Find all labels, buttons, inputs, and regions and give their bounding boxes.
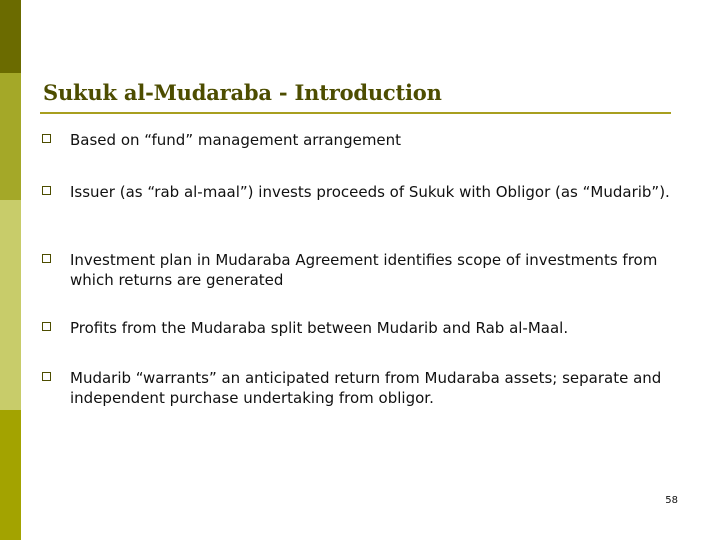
side-bar-segment: [0, 73, 21, 200]
side-bar-segment: [0, 200, 21, 410]
decorative-side-bar: [0, 0, 21, 540]
bullet-text: Based on “fund” management arrangement: [70, 131, 402, 149]
side-bar-segment: [0, 0, 21, 73]
square-bullet-icon: [42, 254, 51, 263]
bullet-text: Profits from the Mudaraba split between Mudarib and Rab al-Maal.: [70, 319, 569, 337]
side-bar-segment: [0, 410, 21, 540]
bullet-text: Mudarib “warrants” an anticipated return from Mudaraba assets; separate and independent purchase undertaking from obligor.: [70, 369, 662, 407]
bullet-text: Issuer (as “rab al-maal”) invests proceeds of Sukuk with Obligor (as “Mudarib”).: [70, 183, 670, 201]
square-bullet-icon: [42, 372, 51, 381]
bullet-text: Investment plan in Mudaraba Agreement identifies scope of investments from which returns are generated: [70, 251, 658, 289]
slide-title: Sukuk al-Mudaraba - Introduction: [43, 80, 442, 105]
square-bullet-icon: [42, 322, 51, 331]
title-underline: [40, 112, 671, 114]
square-bullet-icon: [42, 134, 51, 143]
page-number: 58: [665, 495, 678, 506]
square-bullet-icon: [42, 186, 51, 195]
